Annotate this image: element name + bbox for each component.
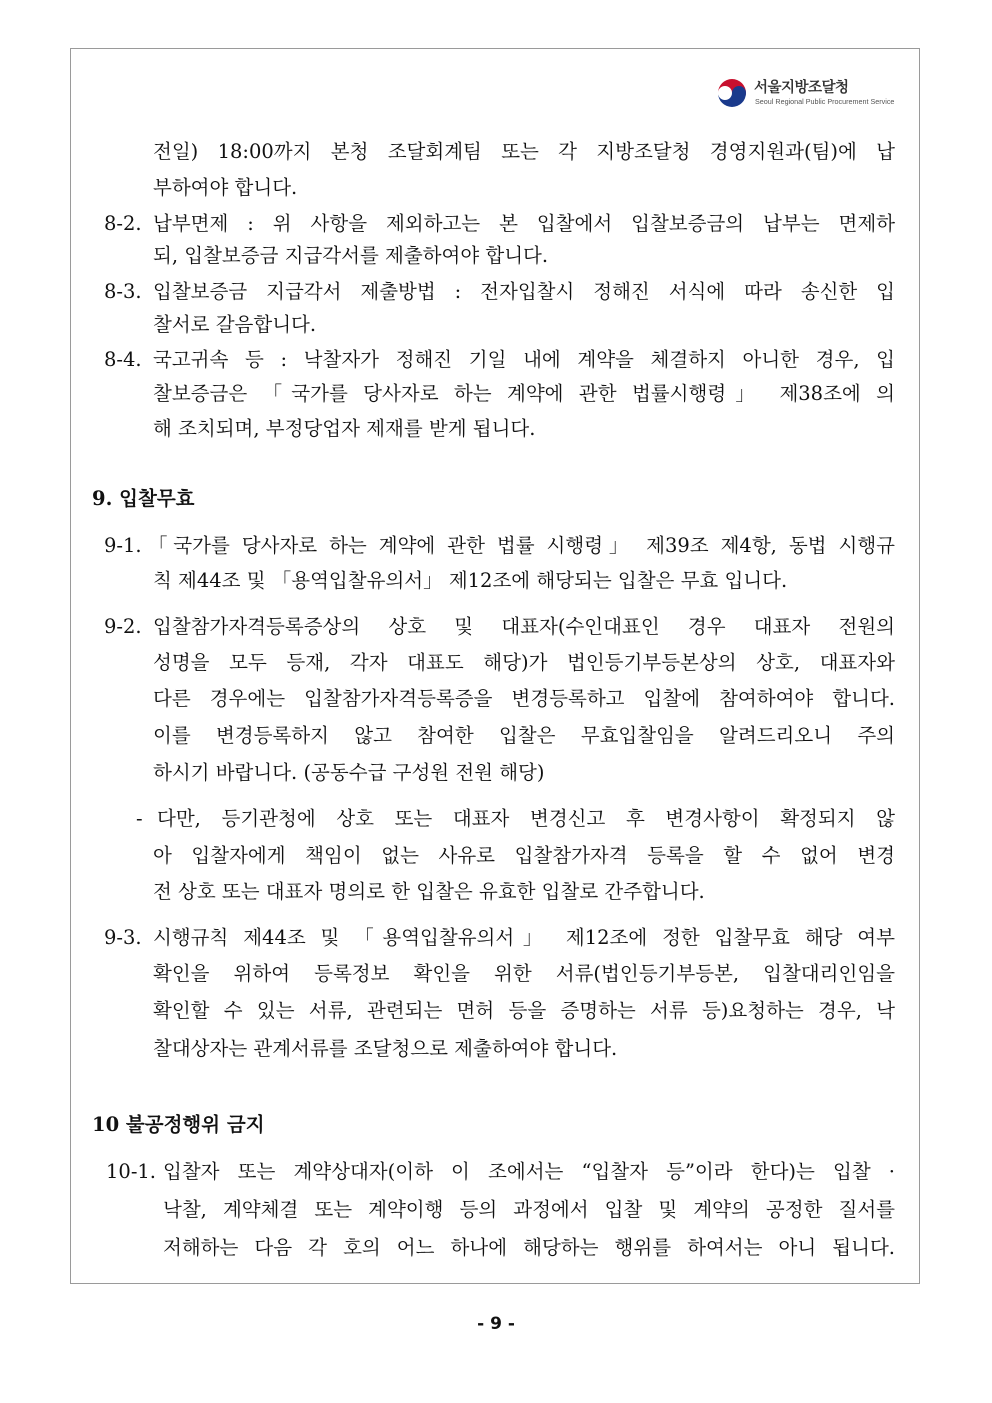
page-number: - 9 - <box>477 1314 515 1334</box>
text-line: 해 조치되며, 부정당업자 제재를 받게 됩니다. <box>153 417 536 440</box>
text-line: 전일) 18:00까지 본청 조달회계팀 또는 각 지방조달청 경영지원과(팀)에 납 <box>153 140 895 163</box>
text-line: 입찰보증금 지급각서 제출방법 : 전자입찰시 정해진 서식에 따라 송신한 입 <box>153 280 895 303</box>
org-logo <box>716 74 901 112</box>
item-number: 9-1. <box>104 534 142 557</box>
text-line: 시행규칙 제44조 및 「용역입찰유의서」 제12조에 정한 입찰무효 해당 여부 <box>153 926 895 949</box>
text-line: 낙찰, 계약체결 또는 계약이행 등의 과정에서 입찰 및 계약의 공정한 질서를 <box>163 1198 895 1221</box>
text-line: 하시기 바랍니다. (공동수급 구성원 전원 해당) <box>153 761 545 784</box>
text-line: 납부면제 : 위 사항을 제외하고는 본 입찰에서 입찰보증금의 납부는 면제하 <box>153 212 895 235</box>
item-number: 8-2. <box>104 212 142 235</box>
item-number: 8-3. <box>104 280 142 303</box>
text-line: 확인할 수 있는 서류, 관련되는 면허 등을 증명하는 서류 등)요청하는 경우, 낙 <box>153 999 895 1022</box>
text-line: 국고귀속 등 : 낙찰자가 정해진 기일 내에 계약을 체결하지 아니한 경우, 입 <box>153 348 895 371</box>
text-line: 입찰참가자격등록증상의 상호 및 대표자(수인대표인 경우 대표자 전원의 <box>153 615 895 638</box>
text-line: 저해하는 다음 각 호의 어느 하나에 해당하는 행위를 하여서는 아니 됩니다. <box>163 1236 895 1259</box>
section-heading: 10 불공정행위 금지 <box>92 1113 265 1136</box>
item-number: 9-2. <box>104 615 142 638</box>
text-line: 되, 입찰보증금 지급각서를 제출하여야 합니다. <box>153 244 549 267</box>
text-line: 아 입찰자에게 책임이 없는 사유로 입찰참가자격 등록을 할 수 없어 변경 <box>153 844 895 867</box>
section-heading: 9. 입찰무효 <box>92 487 195 510</box>
item-number: 9-3. <box>104 926 142 949</box>
org-name-english: Seoul Regional Public Procurement Service <box>755 97 895 106</box>
text-line: 확인을 위하여 등록정보 확인을 위한 서류(법인등기부등본, 입찰대리인임을 <box>153 962 895 985</box>
text-line: 성명을 모두 등재, 각자 대표도 해당)가 법인등기부등본상의 상호, 대표자와 <box>153 651 895 674</box>
text-line: 다른 경우에는 입찰참가자격등록증을 변경등록하고 입찰에 참여하여야 합니다. <box>153 687 895 710</box>
text-line: 입찰자 또는 계약상대자(이하 이 조에서는 “입찰자 등”이라 한다)는 입찰 · <box>163 1160 895 1183</box>
text-line: 「국가를 당사자로 하는 계약에 관한 법률 시행령」 제39조 제4항, 동법 시행규 <box>148 534 895 557</box>
org-name-korean: 서울지방조달청 <box>754 80 849 96</box>
text-line: 찰대상자는 관계서류를 조달청으로 제출하여야 합니다. <box>153 1037 618 1060</box>
item-number: 10-1. <box>106 1160 157 1183</box>
text-line: 전 상호 또는 대표자 명의로 한 입찰은 유효한 입찰로 간주합니다. <box>153 880 705 903</box>
text-line: 칙 제44조 및 「용역입찰유의서」 제12조에 해당되는 입찰은 무효 입니다. <box>153 569 788 592</box>
text-line: 이를 변경등록하지 않고 참여한 입찰은 무효입찰임을 알려드리오니 주의 <box>153 724 895 747</box>
text-line: 부하여야 합니다. <box>153 176 298 199</box>
text-line: 찰서로 갈음합니다. <box>153 313 317 336</box>
item-number: 8-4. <box>104 348 142 371</box>
text-line: 찰보증금은 「국가를 당사자로 하는 계약에 관한 법률시행령」 제38조에 의 <box>153 382 895 405</box>
dash-bullet: - <box>136 807 143 830</box>
text-line: 다만, 등기관청에 상호 또는 대표자 변경신고 후 변경사항이 확정되지 않 <box>157 807 895 830</box>
taegeuk-emblem-icon <box>716 77 748 109</box>
